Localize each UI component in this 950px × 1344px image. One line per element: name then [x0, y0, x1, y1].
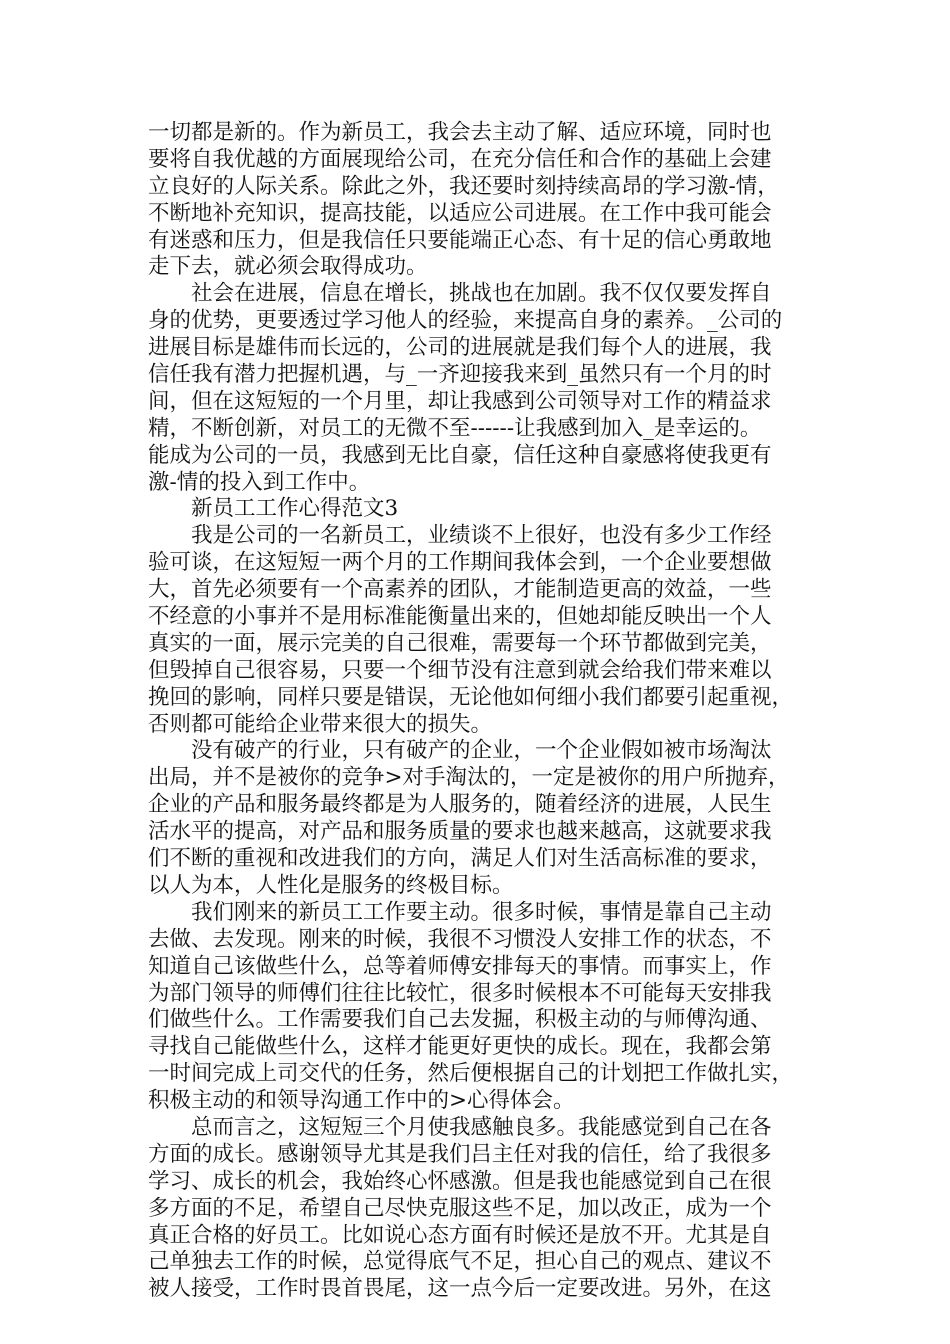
- text-line: 立良好的人际关系。除此之外，我还要时刻持续高昂的学习激-情，: [148, 173, 779, 199]
- text-line: 一时间完成上司交代的任务，然后便根据自己的计划把工作做扎实，: [148, 1061, 794, 1087]
- text-line: 否则都可能给企业带来很大的损失。: [148, 711, 493, 737]
- text-line: 要将自我优越的方面展现给公司，在充分信任和合作的基础上会建: [148, 146, 772, 172]
- text-line: 真正合格的好员工。比如说心态方面有时候还是放不开。尤其是自: [148, 1222, 772, 1248]
- text-line: 以人为本，人性化是服务的终极目标。: [148, 872, 514, 898]
- text-line: 精，不断创新，对员工的无微不至------让我感到加入_是幸运的。: [148, 415, 762, 441]
- text-line: 新员工工作心得范文3: [148, 496, 399, 522]
- text-line: 激-情的投入到工作中。: [148, 469, 371, 495]
- document-body: [148, 120, 823, 1303]
- text-line: 们做些什么。工作需要我们自己去发掘，积极主动的与师傅沟通、: [148, 1007, 772, 1033]
- text-line: 挽回的影响，同样只要是错误，无论他如何细小我们都要引起重视，: [148, 684, 794, 710]
- text-line: 身的优势，更要透过学习他人的经验，来提高自身的素养。_公司的: [148, 308, 783, 334]
- text-line: 我们刚来的新员工工作要主动。很多时候，事情是靠自己主动: [148, 899, 772, 925]
- text-line: 间，但在这短短的一个月里，却让我感到公司领导对工作的精益求: [148, 388, 772, 414]
- text-line: 学习、成长的机会，我始终心怀感激。但是我也能感觉到自己在很: [148, 1168, 772, 1194]
- text-line: 为部门领导的师傅们往往比较忙，很多时候根本不可能每天安排我: [148, 980, 772, 1006]
- text-line: 积极主动的和领导沟通工作中的>心得体会。: [148, 1088, 575, 1114]
- text-line: 但毁掉自己很容易，只要一个细节没有注意到就会给我们带来难以: [148, 657, 772, 683]
- text-line: 多方面的不足，希望自己尽快克服这些不足，加以改正，成为一个: [148, 1195, 772, 1221]
- text-line: 方面的成长。感谢领导尤其是我们吕主任对我的信任，给了我很多: [148, 1141, 772, 1167]
- text-line: 活水平的提高，对产品和服务质量的要求也越来越高，这就要求我: [148, 819, 772, 845]
- text-line: 有迷惑和压力，但是我信任只要能端正心态、有十足的信心勇敢地: [148, 227, 772, 253]
- text-line: 知道自己该做些什么，总等着师傅安排每天的事情。而事实上，作: [148, 953, 772, 979]
- text-line: 不断地补充知识，提高技能，以适应公司进展。在工作中我可能会: [148, 200, 772, 226]
- text-line: 我是公司的一名新员工，业绩谈不上很好，也没有多少工作经: [148, 523, 772, 549]
- text-line: 没有破产的行业，只有破产的企业，一个企业假如被市场淘汰: [148, 738, 772, 764]
- text-line: 寻找自己能做些什么，这样才能更好更快的成长。现在，我都会第: [148, 1034, 772, 1060]
- text-line: 企业的产品和服务最终都是为人服务的，随着经济的进展，人民生: [148, 792, 772, 818]
- text-line: 走下去，就必须会取得成功。: [148, 254, 428, 280]
- text-line: 不经意的小事并不是用标准能衡量出来的，但她却能反映出一个人: [148, 604, 772, 630]
- text-line: 们不断的重视和改进我们的方向，满足人们对生活高标准的要求，: [148, 846, 772, 872]
- text-line: 大，首先必须要有一个高素养的团队，才能制造更高的效益，一些: [148, 577, 772, 603]
- text-line: 出局，并不是被你的竞争>对手淘汰的，一定是被你的用户所抛弃，: [148, 765, 790, 791]
- text-line: 进展目标是雄伟而长远的，公司的进展就是我们每个人的进展，我: [148, 335, 772, 361]
- text-line: 一切都是新的。作为新员工，我会去主动了解、适应环境，同时也: [148, 120, 772, 145]
- text-line: 总而言之，这短短三个月使我感触良多。我能感觉到自己在各: [148, 1114, 772, 1140]
- text-line: 社会在进展，信息在增长，挑战也在加剧。我不仅仅要发挥自: [148, 281, 772, 307]
- text-line: 验可谈，在这短短一两个月的工作期间我体会到，一个企业要想做: [148, 550, 772, 576]
- text-line: 能成为公司的一员，我感到无比自豪，信任这种自豪感将使我更有: [148, 442, 772, 468]
- text-line: 信任我有潜力把握机遇，与_一齐迎接我来到_虽然只有一个月的时: [148, 362, 772, 388]
- text-line: 被人接受，工作时畏首畏尾，这一点今后一定要改进。另外，在这: [148, 1276, 772, 1302]
- text-line: 去做、去发现。刚来的时候，我很不习惯没人安排工作的状态，不: [148, 926, 772, 952]
- text-line: 真实的一面，展示完美的自己很难，需要每一个环节都做到完美，: [148, 630, 772, 656]
- text-line: 己单独去工作的时候，总觉得底气不足，担心自己的观点、建议不: [148, 1249, 772, 1275]
